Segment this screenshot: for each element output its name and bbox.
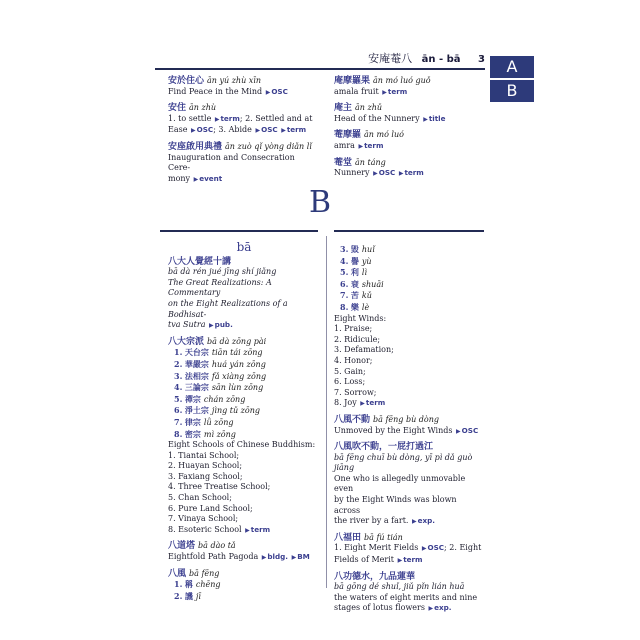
thumb-tab-a: A: [490, 56, 534, 78]
pinyin: bā dà rén jué jīng shí jiǎng: [168, 267, 277, 277]
entry: [168, 257, 320, 332]
list-item: 1.: [174, 579, 183, 590]
entry: [334, 533, 484, 567]
triangle-icon: ▶: [428, 605, 434, 613]
category-tag: OSC: [378, 168, 396, 178]
list-item: jìng tǔ zōng: [211, 406, 260, 416]
list-item: 稱: [184, 579, 193, 590]
left-column: [168, 242, 320, 607]
pinyin: ān zuò qǐ yòng diǎn lǐ: [225, 141, 312, 151]
running-header: [155, 50, 485, 66]
list-item: 2.: [174, 358, 183, 369]
list-item: kǔ: [361, 291, 372, 301]
list-item: 5.: [174, 393, 183, 404]
list-item: 4.: [174, 382, 183, 393]
list-item: 1. Tiantai School;: [168, 450, 240, 460]
list-item: 5. Gain;: [334, 366, 366, 376]
list-item: 8.: [340, 301, 349, 312]
triangle-icon: ▶: [382, 88, 387, 96]
definition: ; 3. Abide: [213, 125, 252, 135]
top-left-column: [168, 76, 318, 190]
list-item: mì zōng: [203, 429, 236, 439]
triangle-icon: ▶: [261, 554, 267, 562]
entry: [334, 442, 484, 528]
entry: [334, 572, 484, 615]
entry: [168, 142, 318, 185]
triangle-icon: ▶: [193, 175, 199, 183]
headword: 庵摩羅果: [334, 76, 371, 86]
list-item: 天台宗: [184, 347, 209, 358]
category-tag: term: [220, 113, 240, 123]
pinyin: bā fú tián: [364, 532, 403, 542]
page-number: 3: [478, 54, 485, 65]
entry: [168, 541, 320, 563]
triangle-icon: ▶: [423, 115, 428, 123]
category-tag: term: [365, 398, 386, 408]
pinyin: bā fēng: [189, 568, 220, 578]
header-rule: [155, 68, 485, 70]
list-item: yù: [361, 256, 372, 266]
list-item: 6. Pure Land School;: [168, 503, 253, 513]
triangle-icon: ▶: [291, 554, 297, 562]
thumb-index-tabs: [490, 56, 534, 104]
definition: 1. Eight Merit Fields: [334, 543, 419, 553]
list-item: 8.: [174, 428, 183, 439]
headword: 八風不動: [334, 414, 371, 425]
section-letter: B: [308, 185, 332, 220]
list-item: lè: [361, 302, 370, 312]
category-tag: OSC: [261, 125, 278, 135]
pinyin: bā dà zōng pài: [207, 336, 267, 346]
category-tag: OSC: [461, 425, 479, 435]
list-item: 6.: [340, 278, 349, 289]
list-item: 利: [350, 267, 359, 278]
definition: The Great Realizations: A Commentary: [168, 277, 272, 298]
definition: 1. to settle: [168, 113, 212, 123]
triangle-icon: ▶: [456, 427, 461, 435]
pinyin: ān zhù: [189, 103, 216, 113]
pinyin: ān mó luó: [364, 130, 404, 140]
definition: Eight Winds:: [334, 313, 387, 323]
definition: amala fruit: [334, 86, 379, 96]
headword: 八大宗派: [168, 336, 205, 347]
list-item: 2.: [174, 590, 183, 601]
list-item: 4.: [340, 255, 349, 266]
list-item: huǐ: [361, 245, 375, 254]
definition: Nunnery: [334, 168, 370, 178]
entry: [168, 337, 320, 537]
list-item: lǜ zōng: [203, 417, 234, 427]
list-item: chēng: [195, 580, 221, 590]
definition: Find Peace in the Mind: [168, 86, 263, 96]
definition: the waters of eight merits and nine: [334, 592, 478, 602]
list-item: 8. Esoteric School: [168, 524, 242, 534]
list-item: 3. Defamation;: [334, 345, 394, 355]
category-tag: pub.: [214, 320, 233, 330]
list-item: 1.: [174, 347, 183, 358]
list-item: lì: [361, 268, 368, 278]
triangle-icon: ▶: [255, 127, 261, 135]
list-item: 2. Ridicule;: [334, 334, 381, 344]
entry: [334, 103, 484, 125]
category-tag: exp.: [417, 516, 436, 526]
headword: 庵主: [334, 103, 353, 114]
definition: Inauguration and Consecration Cere-: [168, 152, 295, 173]
triangle-icon: ▶: [412, 518, 417, 526]
entry: [334, 415, 484, 437]
category-tag: event: [199, 173, 223, 183]
pinyin: ān yú zhù xīn: [207, 76, 261, 85]
list-item: 4. Three Treatise School;: [168, 482, 271, 492]
pinyin: bā fēng bù dòng: [373, 414, 439, 424]
category-tag: OSC: [196, 125, 214, 135]
sub-list: [168, 347, 320, 440]
category-tag: term: [364, 140, 384, 150]
list-item: 7. Vinaya School;: [168, 514, 239, 524]
list-item: 2. Huayan School;: [168, 461, 243, 471]
category-tag: term: [286, 125, 307, 135]
list-item: 苦: [350, 290, 359, 301]
section-rule-left: [160, 230, 318, 232]
list-item: 5. Chan School;: [168, 493, 232, 503]
triangle-icon: ▶: [398, 170, 404, 178]
list-item: shuāi: [361, 279, 384, 289]
pinyin: ān mó luó guǒ: [373, 76, 431, 85]
entry-continued: [334, 244, 484, 410]
pinyin: ān zhǔ: [355, 103, 382, 113]
headword: 菴摩羅: [334, 130, 362, 141]
entry: [168, 569, 320, 603]
list-item: 3.: [174, 370, 183, 381]
definition: mony: [168, 173, 191, 183]
list-item: 3. Faxiang School;: [168, 471, 243, 481]
list-item: 8. Joy: [334, 398, 357, 408]
header-guide-pinyin: ān - bā: [421, 54, 461, 65]
category-tag: OSC: [271, 86, 288, 96]
list-item: 法相宗: [184, 370, 209, 381]
entry: [334, 158, 484, 180]
list-item: 密宗: [184, 428, 201, 439]
definition: Unmoved by the Eight Winds: [334, 425, 453, 435]
list-item: 毀: [350, 244, 359, 254]
definition: Fields of Merit: [334, 555, 395, 565]
list-item: 譽: [350, 255, 359, 266]
definition: ; 2. Settled and at: [239, 113, 313, 123]
triangle-icon: ▶: [214, 115, 220, 123]
list-item: 華嚴宗: [184, 358, 209, 369]
headword: 八大人覺經十講: [168, 256, 232, 267]
entry: [334, 76, 484, 98]
definition: Ease: [168, 125, 188, 135]
list-item: huá yán zōng: [211, 359, 266, 369]
category-tag: title: [428, 113, 446, 123]
definition: by the Eight Winds was blown across: [334, 495, 457, 515]
list-item: 譏: [184, 590, 193, 601]
category-tag: term: [404, 168, 424, 178]
entry: [168, 103, 318, 137]
column-divider: [326, 236, 327, 588]
category-tag: term: [250, 524, 271, 534]
headword: 八功德水，九品蓮華: [334, 571, 416, 582]
sub-list: [168, 579, 320, 602]
definition: Head of the Nunnery: [334, 113, 420, 123]
triangle-icon: ▶: [191, 127, 196, 135]
definition: One who is allegedly unmovable even: [334, 473, 466, 494]
category-tag: BM: [297, 552, 310, 562]
definition: Eightfold Path Pagoda: [168, 552, 259, 562]
triangle-icon: ▶: [281, 127, 286, 135]
definition: ; 2. Eight: [444, 543, 482, 553]
triangle-icon: ▶: [265, 88, 271, 96]
list-item: 4. Honor;: [334, 355, 373, 365]
list-item: 7.: [340, 290, 349, 301]
headword: 八福田: [334, 532, 362, 543]
list-item: 6.: [174, 405, 183, 416]
triangle-icon: ▶: [209, 322, 214, 330]
list-item: 6. Loss;: [334, 377, 366, 387]
list-item: fǎ xiàng zōng: [211, 371, 267, 381]
definition: the river by a fart.: [334, 516, 409, 526]
list-item: 5.: [340, 267, 349, 278]
right-column: [334, 244, 484, 620]
list-item: 律宗: [184, 416, 201, 427]
headword: 八道塔: [168, 541, 196, 552]
pinyin: ān táng: [355, 157, 386, 167]
list-item: 樂: [350, 301, 359, 312]
pinyin: bā gōng dé shuǐ, jiǔ pǐn lián huā: [334, 582, 465, 592]
entry: [334, 130, 484, 152]
list-item: 7.: [174, 416, 183, 427]
pinyin: bā fēng chuī bù dòng, yī pì dǎ guò jiāng: [334, 452, 473, 473]
triangle-icon: ▶: [358, 142, 364, 150]
thumb-tab-b: B: [490, 80, 534, 102]
triangle-icon: ▶: [421, 545, 427, 553]
list-item: 淨土宗: [184, 405, 209, 416]
category-tag: exp.: [434, 603, 452, 613]
sub-list: [334, 244, 484, 314]
triangle-icon: ▶: [360, 400, 365, 408]
list-item: tiān tái zōng: [211, 348, 263, 358]
list-item: sān lùn zōng: [211, 383, 264, 393]
list-item: 禪宗: [184, 393, 201, 404]
top-right-column: [334, 76, 484, 185]
running-header-text: [368, 50, 485, 66]
list-item: jī: [195, 591, 201, 601]
headword: 安於住心: [168, 76, 205, 86]
list-item: 衰: [350, 278, 359, 289]
triangle-icon: ▶: [245, 526, 250, 534]
definition: stages of lotus flowers: [334, 603, 425, 613]
section-title: bā: [236, 240, 252, 254]
category-tag: term: [387, 86, 408, 96]
category-tag: OSC: [427, 543, 445, 553]
definition: on the Eight Realizations of a Bodhisat-: [168, 298, 288, 319]
list-item: 7. Sorrow;: [334, 387, 377, 397]
pinyin: bā dào tǎ: [198, 541, 236, 551]
list-item: chán zōng: [203, 394, 246, 404]
triangle-icon: ▶: [373, 170, 378, 178]
list-item: 1. Praise;: [334, 324, 373, 334]
headword: 八風: [168, 568, 187, 579]
headword: 安住: [168, 103, 187, 114]
list-item: 3.: [340, 244, 349, 254]
entry: [168, 76, 318, 98]
list-item: 三論宗: [184, 382, 209, 393]
header-guide-chars: 安庵菴八: [368, 52, 413, 65]
definition: amra: [334, 140, 355, 150]
section-rule-right: [334, 230, 484, 232]
headword: 八風吹不動，一屁打過江: [334, 442, 434, 453]
category-tag: bldg.: [267, 552, 289, 562]
triangle-icon: ▶: [397, 557, 403, 565]
headword: 安座啟用典禮: [168, 141, 223, 152]
category-tag: term: [403, 555, 423, 565]
definition: tva Sutra: [168, 320, 206, 330]
definition: Eight Schools of Chinese Buddhism:: [168, 440, 316, 450]
headword: 菴堂: [334, 157, 353, 168]
